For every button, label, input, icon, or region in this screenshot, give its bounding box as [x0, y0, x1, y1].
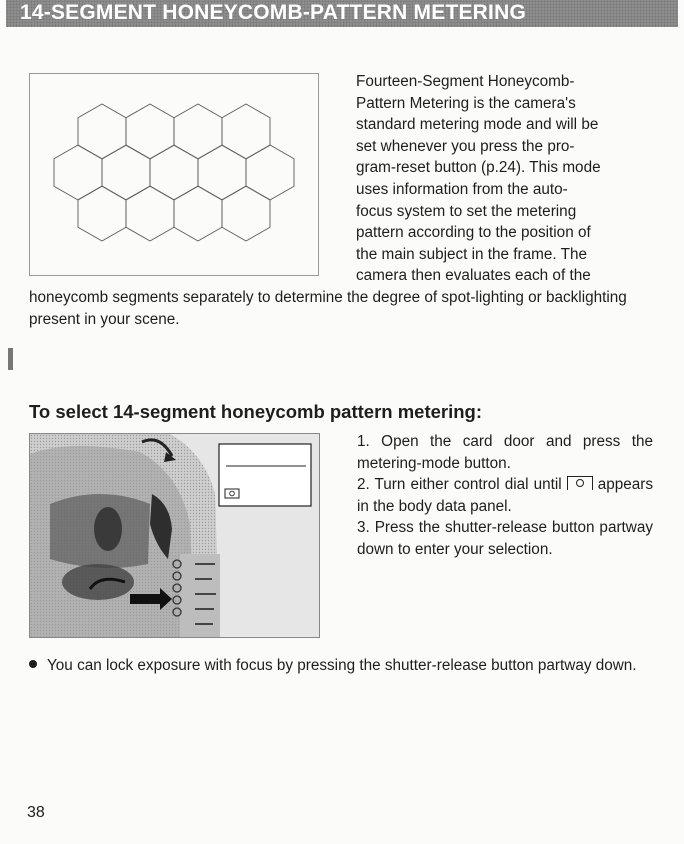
bullet-icon: [29, 660, 37, 668]
step-item: [357, 431, 653, 474]
intro-line: Fourteen-Segment Honeycomb-: [356, 73, 575, 90]
honeycomb-segment: [78, 186, 126, 241]
intro-line: standard metering mode and will be: [356, 116, 599, 134]
intro-line: set whenever you press the pro-: [356, 137, 575, 155]
honeycomb-segment: [174, 186, 222, 241]
camera-illustration: [30, 434, 320, 638]
procedure-heading: To select 14-segment honeycomb pattern metering:: [29, 401, 483, 422]
intro-line: focus system to set the metering: [356, 202, 577, 220]
step-item: [357, 517, 653, 560]
intro-line: camera then evaluates each of the: [356, 267, 591, 285]
honeycomb-segment: [222, 186, 270, 241]
honeycomb-segment: [198, 145, 246, 200]
honeycomb-segment: [174, 104, 222, 159]
step-text: 2. Turn either control dial until: [357, 476, 562, 494]
honeycomb-diagram: [29, 73, 319, 276]
camera-photo: [29, 433, 320, 638]
intro-paragraph: [356, 71, 652, 287]
page-number: 38: [27, 804, 45, 821]
honeycomb-metering-icon: [567, 476, 593, 490]
honeycomb-segment: [150, 145, 198, 200]
honeycomb-segment: [126, 186, 174, 241]
margin-marker: [8, 348, 13, 370]
note-text: You can lock exposure with focus by pressing the shutter-release button partway down.: [47, 657, 637, 674]
intro-line: uses information from the auto-: [356, 180, 568, 198]
honeycomb-segment: [126, 104, 174, 159]
step-text: 1. Open the card door and press the metering-mode button.: [357, 433, 653, 472]
intro-line: gram-reset button (p.24). This mode: [356, 159, 601, 177]
step-text: appears in the body data panel.: [357, 476, 654, 515]
intro-line: the main subject in the frame. The: [356, 245, 587, 263]
section-banner: [6, 0, 678, 27]
intro-continuation: honeycomb segments separately to determine the degree of spot-lighting or backlighting present in your scene.: [29, 289, 627, 328]
section-title: 14-SEGMENT HONEYCOMB-PATTERN METERING: [20, 1, 526, 24]
intro-line: pattern according to the position of: [356, 224, 591, 242]
honeycomb-segment: [246, 145, 294, 200]
honeycomb-pattern-graphic: [30, 74, 320, 277]
honeycomb-segment: [102, 145, 150, 200]
procedure-steps: [357, 431, 653, 561]
honeycomb-segment: [222, 104, 270, 159]
step-item: [357, 474, 653, 517]
honeycomb-segment: [54, 145, 102, 200]
honeycomb-segment: [78, 104, 126, 159]
intro-line: Pattern Metering is the camera's: [356, 94, 576, 112]
step-text: 3. Press the shutter-release button partway down to enter your selection.: [357, 519, 653, 558]
note: [29, 655, 659, 677]
